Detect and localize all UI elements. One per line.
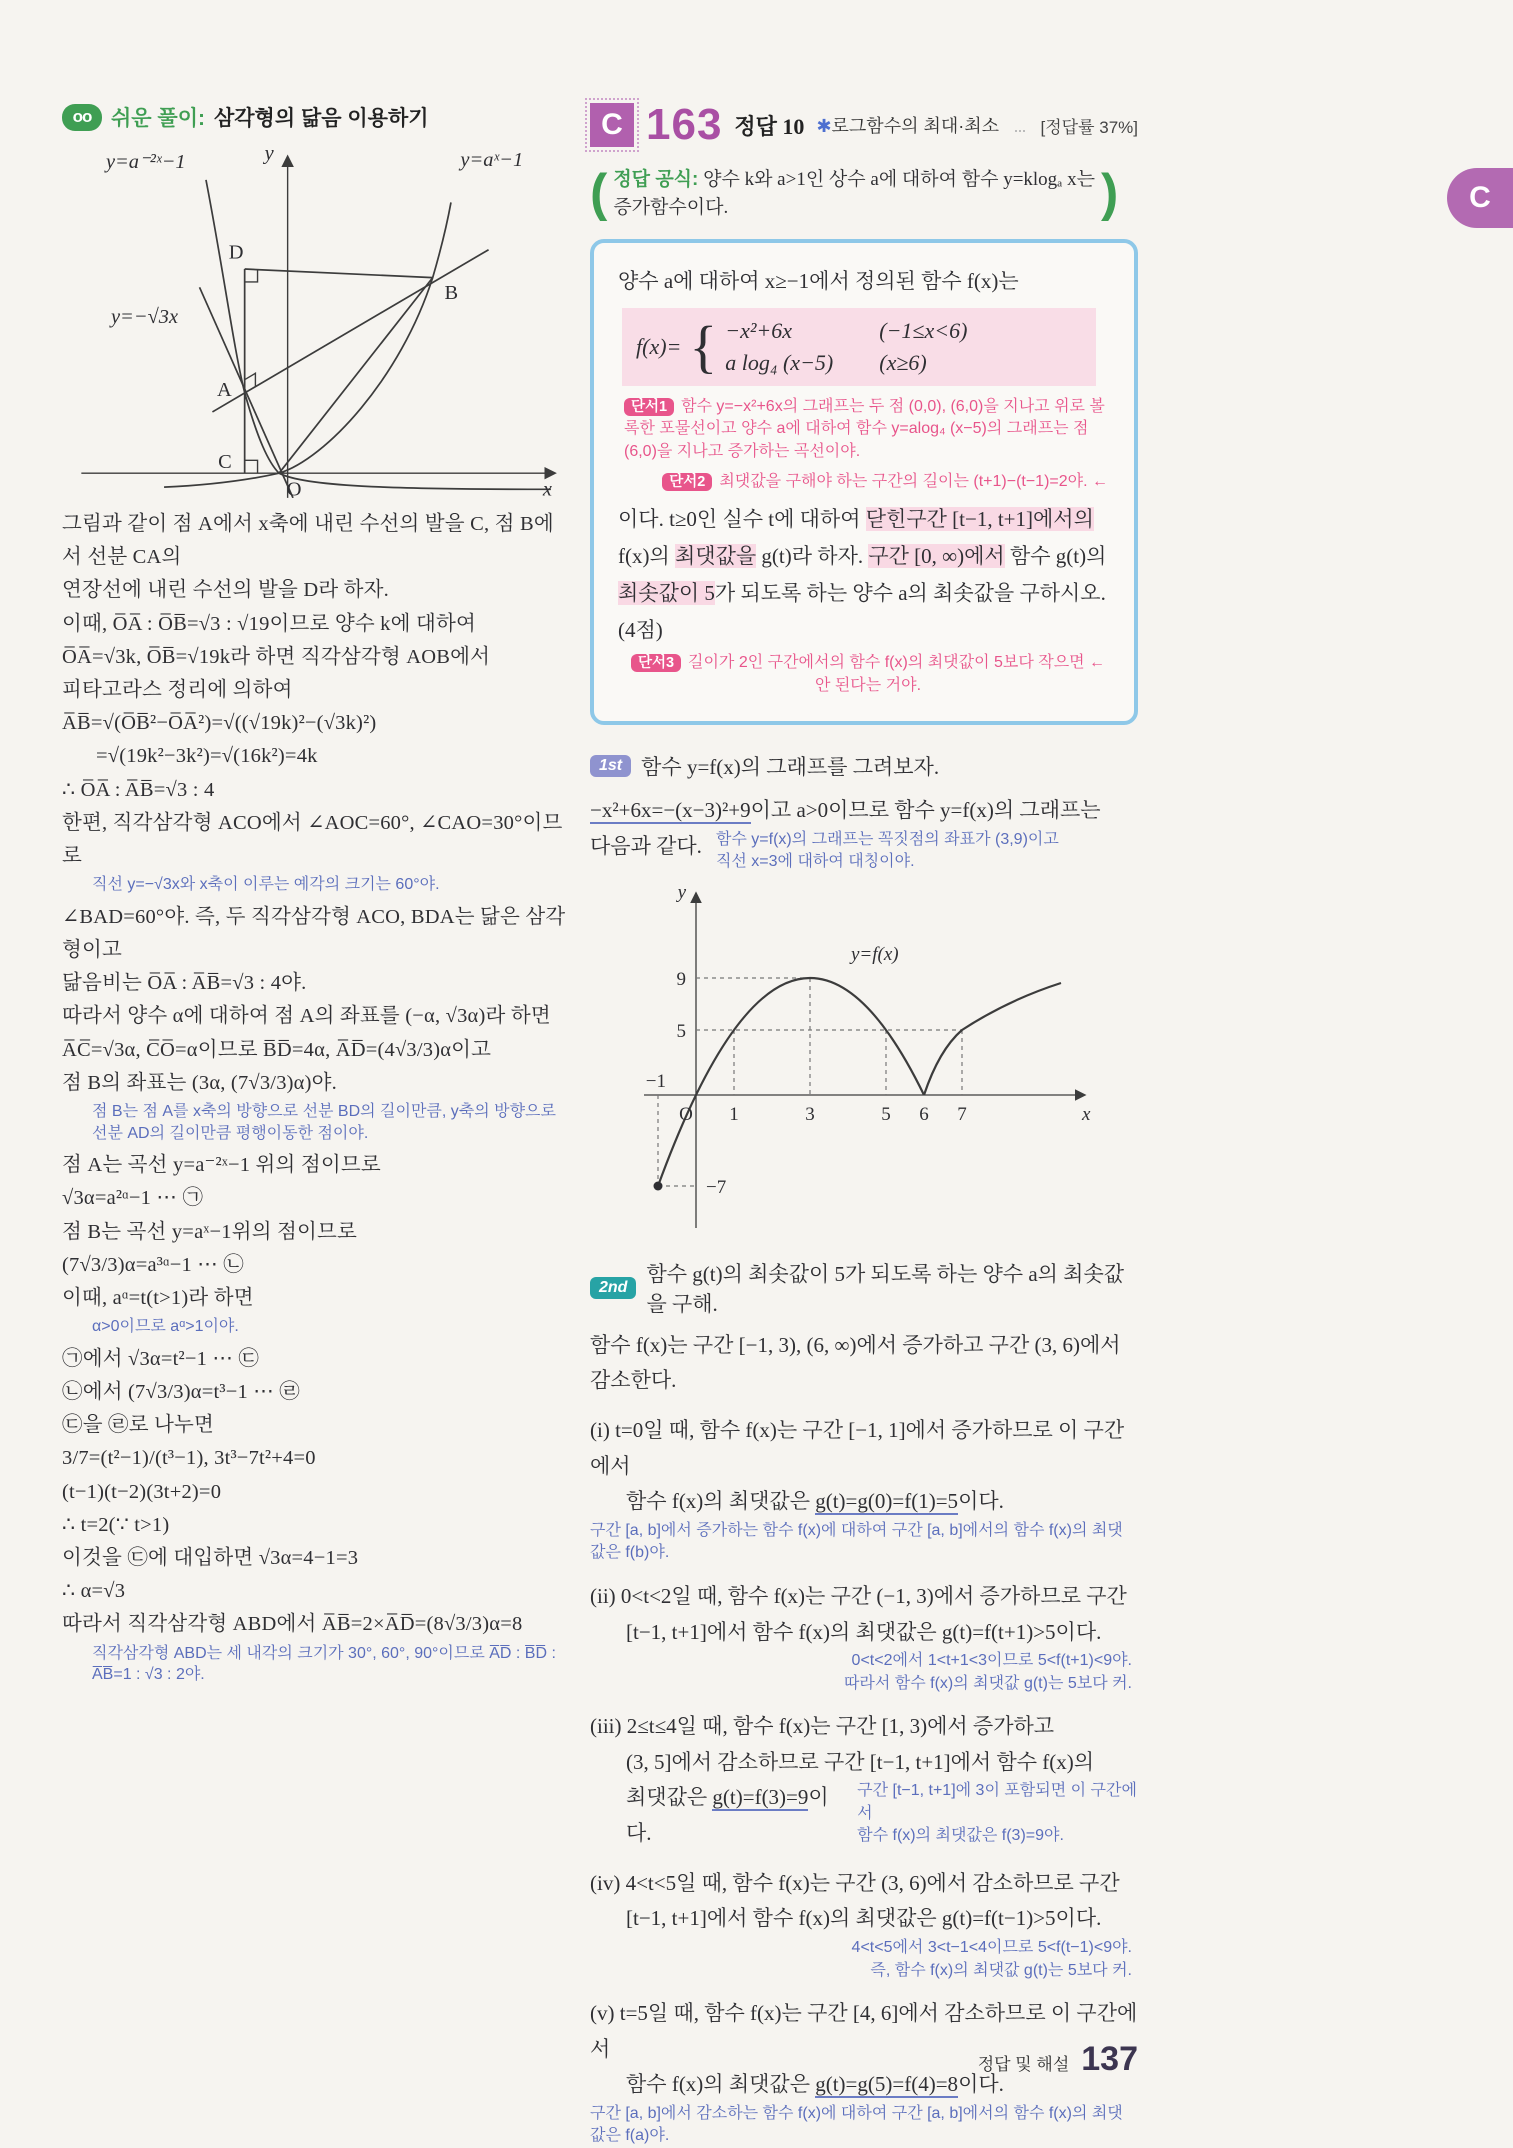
- tick-3: 3: [805, 1103, 815, 1125]
- case-iii-note1: 구간 [t−1, t+1]에 3이 포함되면 이 구간에서: [857, 1782, 1137, 1822]
- step-2-intro-1: 함수 f(x)는 구간 [−1, 3), (6, ∞)에서 증가하고 구간 (3, 6)에서: [590, 1332, 1121, 1357]
- section-c-side-tab: C: [1447, 168, 1513, 228]
- solution-line: ㉠에서 √3α=t²−1 ⋯ ㉢: [62, 1347, 260, 1370]
- tick-1: 1: [729, 1103, 739, 1125]
- case-iii-l3eq: g(t)=f(3)=9: [712, 1785, 809, 1810]
- p2-plain: 이다. t≥0인 실수 t에 대하여: [618, 507, 866, 532]
- solution-line: 한편, 직각삼각형 ACO에서 ∠AOC=60°, ∠CAO=30°이므로: [62, 811, 563, 868]
- point-d-label: D: [228, 241, 244, 264]
- tick-m7: −7: [706, 1176, 727, 1198]
- fx-graph-container: [636, 880, 1138, 1232]
- solution-line: 따라서 양수 α에 대하여 점 A의 좌표를 (−α, √3α)라 하면: [62, 1005, 551, 1028]
- case-iii-line3: [590, 1780, 1138, 1851]
- step-1-line-2-text: 다음과 같다.: [590, 833, 702, 858]
- clue-3-line2: 안 된다는 거야.: [814, 676, 922, 694]
- curve-a-neg2x: [206, 180, 551, 489]
- p3-highlight2: 구간 [0, ∞)에서: [868, 544, 1005, 569]
- case-v-l2post: 이다.: [958, 2072, 1004, 2097]
- case-i-line2: [590, 1484, 1138, 1520]
- case-iv-note2: 즉, 함수 f(x)의 최댓값 g(t)는 5보다 커.: [870, 1961, 1132, 1979]
- page-footer: [590, 2040, 1138, 2079]
- x-axis-label: x: [542, 478, 552, 498]
- p3-plain2: g(t)라 하자.: [756, 544, 869, 569]
- formula-label: 정답 공식:: [613, 169, 699, 190]
- solution-line: ∴ t=2(∵ t>1): [62, 1513, 170, 1536]
- solution-line: 이때, aᵅ=t(t>1)라 하면: [62, 1287, 254, 1310]
- case-ii-line2: [t−1, t+1]에서 함수 f(x)의 최댓값은 g(t)=f(t+1)>5이다.: [626, 1619, 1102, 1644]
- solution-line: 따라서 직각삼각형 ABD에서 A̅B̅=2×A̅D̅=(8√3/3)α=8: [62, 1613, 523, 1636]
- piece-expr-2: a log₄ (x−5): [725, 349, 834, 375]
- solution-line-block: [62, 1509, 567, 1542]
- clue-1-text: 함수 y=−x²+6x의 그래프는 두 점 (0,0), (6,0)을 지나고 위로 볼록한 포물선이고 양수 a에 대하여 함수 y=alog₄ (x−5)의 그래프는 점 (6,0)을 지나고 증가하는 곡선이야.: [624, 397, 1105, 460]
- fx-graph: [636, 880, 1096, 1232]
- solution-line-block: [62, 508, 567, 574]
- tick-5y: 5: [676, 1020, 686, 1042]
- clue-2-badge: 단서2: [662, 473, 712, 491]
- step-1-note: [716, 829, 1059, 874]
- solution-line-block: [62, 1575, 567, 1608]
- case-iii-l3pre: 최댓값은: [626, 1785, 713, 1810]
- fx-parabola: [658, 978, 924, 1186]
- case-i-l2post: 이다.: [958, 1489, 1004, 1514]
- segment-db: [245, 269, 433, 278]
- step-1-badge: 1st: [590, 755, 631, 777]
- solution-line-block: [62, 774, 567, 807]
- solution-line: 그림과 같이 점 A에서 x축에 내린 수선의 발을 C, 점 B에서 선분 CA의: [62, 513, 554, 569]
- tick-m1: −1: [645, 1070, 666, 1092]
- solution-line-block: [62, 641, 567, 674]
- easy-solution-label: 쉬운 풀이:: [111, 107, 205, 130]
- solution-line-block: [62, 1067, 567, 1144]
- solution-line-block: [62, 1282, 567, 1338]
- case-iii-l3: [626, 1780, 843, 1851]
- piecewise-rows: [725, 318, 967, 376]
- p3-highlight1: 최댓값을: [675, 544, 757, 569]
- close-brace: ): [1100, 164, 1119, 223]
- case-i: [590, 1413, 1138, 1565]
- solution-line-block: [62, 574, 567, 607]
- problem-box: [590, 239, 1138, 725]
- easy-solution-title: 삼각형의 닮음 이용하기: [213, 107, 429, 130]
- solution-line: 피타고라스 정리에 의하여: [62, 679, 293, 702]
- case-v-line1: (v) t=5일 때, 함수 f(x)는 구간 [4, 6]에서 감소하므로 이 구간에서: [590, 2000, 1138, 2061]
- solution-line-block: [62, 967, 567, 1000]
- solution-line-block: [62, 1343, 567, 1376]
- tick-7: 7: [957, 1103, 967, 1125]
- annotation-note: α>0이므로 aᵅ>1이야.: [92, 1318, 239, 1336]
- page-number: 137: [1081, 2040, 1138, 2078]
- section-c-badge: C: [590, 103, 634, 147]
- fx-log-branch: [924, 983, 1061, 1095]
- solution-line-block: [62, 1000, 567, 1033]
- step-2-title: 함수 g(t)의 최솟값이 5가 되도록 하는 양수 a의 최솟값을 구해.: [646, 1261, 1125, 1316]
- case-ii-note1: 0<t<2에서 1<t+1<3이므로 5<f(t+1)<9야.: [851, 1652, 1132, 1670]
- solution-line: =√(19k²−3k²)=√(16k²)=4k: [96, 745, 318, 768]
- graph-y-label: y: [677, 881, 686, 903]
- piece-expr-1: −x²+6x: [725, 317, 793, 343]
- solution-line-block: [62, 1608, 567, 1685]
- solution-line: 닮음비는 O̅A̅ : A̅B̅=√3 : 4야.: [62, 972, 307, 995]
- clue-1: [624, 396, 1112, 463]
- solution-line: 이때, O̅A̅ : O̅B̅=√3 : √19이므로 양수 k에 대하여: [62, 612, 476, 635]
- formula-line1: 양수 k와 a>1인 상수 a에 대하여 함수 y=klogₐ x는: [698, 169, 1095, 190]
- step-1-line-2: [590, 829, 1138, 874]
- topic-text: 로그함수의 최대·최소: [831, 116, 1000, 136]
- fx-label: f(x)=: [636, 333, 682, 359]
- solution-line-block: [62, 1409, 567, 1442]
- step-2-badge: 2nd: [590, 1277, 636, 1299]
- solution-line-block: [62, 1249, 567, 1282]
- right-angle-a: [245, 373, 256, 386]
- formula-body: [613, 166, 1095, 221]
- solution-line: √3α=a²ᵅ−1 ⋯ ㉠: [62, 1187, 204, 1210]
- step-1-rest: 이고 a>0이므로 함수 y=f(x)의 그래프는: [750, 798, 1101, 823]
- p2-highlight: 닫힌구간 [t−1, t+1]에서의: [865, 507, 1094, 532]
- solution-line-block: [62, 901, 567, 967]
- solution-line: ㉡에서 (7√3/3)α=t³−1 ⋯ ㉣: [62, 1381, 300, 1404]
- y-axis-label: y: [264, 142, 274, 165]
- annotation-note: 점 B는 점 A를 x축의 방향으로 선분 BD의 길이만큼, y축의 방향으로 선분 AD의 길이만큼 평행이동한 점이야.: [92, 1103, 556, 1142]
- segment-ob: [279, 278, 433, 474]
- left-column: [62, 102, 567, 1691]
- formula-line2: 증가함수이다.: [613, 196, 729, 218]
- similar-triangles-figure: [62, 140, 567, 498]
- piece-cond-2: (x≥6): [879, 349, 927, 375]
- step-1-title: 함수 y=f(x)의 그래프를 그려보자.: [641, 755, 940, 780]
- curve1-label: y=a⁻²ˣ−1: [105, 151, 186, 174]
- clue-3-line1: 길이가 2인 구간에서의 함수 f(x)의 최댓값이 5보다 작으면 ←: [688, 654, 1106, 672]
- line-label: y=−√3x: [110, 305, 179, 328]
- clue-3: [624, 652, 1112, 697]
- solution-line-block: [62, 1216, 567, 1249]
- case-iii-line2: (3, 5]에서 감소하므로 구간 [t−1, t+1]에서 함수 f(x)의: [626, 1749, 1095, 1774]
- case-iv-note1: 4<t<5에서 3<t−1<4이므로 5<f(t−1)<9야.: [851, 1939, 1132, 1957]
- case-iv: [590, 1866, 1138, 1982]
- case-iv-line2: [t−1, t+1]에서 함수 f(x)의 최댓값은 g(t)=f(t−1)>5이다.: [626, 1906, 1102, 1931]
- case-v-note: 구간 [a, b]에서 감소하는 함수 f(x)에 대하여 구간 [a, b]에서의 함수 f(x)의 최댓값은 f(a)야.: [590, 2105, 1123, 2145]
- left-solution-text: [62, 508, 567, 1686]
- solution-line-block: [62, 740, 567, 773]
- step-1-note-line2: 직선 x=3에 대하여 대칭이야.: [715, 853, 915, 871]
- case-v-l2pre: 함수 f(x)의 최댓값은: [626, 2072, 816, 2097]
- solution-line-block: [62, 608, 567, 641]
- point-c-label: C: [218, 450, 232, 473]
- case-i-l2eq: g(t)=g(0)=f(1)=5: [815, 1489, 959, 1514]
- solution-line-block: [62, 1034, 567, 1067]
- solution-line-block: [62, 674, 567, 707]
- solution-line: 이것을 ㉢에 대입하면 √3α=4−1=3: [62, 1547, 359, 1570]
- tick-9: 9: [676, 968, 686, 990]
- case-v-l2eq: g(t)=g(5)=f(4)=8: [815, 2072, 959, 2097]
- star-icon: ✱: [816, 116, 832, 136]
- solution-line: (7√3/3)α=a³ᵅ−1 ⋯ ㉡: [62, 1253, 244, 1276]
- solution-line-block: [62, 1182, 567, 1215]
- step-2: [590, 1258, 1138, 2148]
- step-1: [590, 751, 1138, 873]
- solution-line: 점 A는 곡선 y=a⁻²ˣ−1 위의 점이므로: [62, 1154, 381, 1177]
- solution-line: 점 B의 좌표는 (3α, (7√3/3)α)야.: [62, 1071, 337, 1094]
- annotation-note: 직선 y=−√3x와 x축이 이루는 예각의 크기는 60°야.: [92, 876, 440, 894]
- graph-title: y=f(x): [851, 943, 899, 965]
- point-a-label: A: [217, 378, 232, 401]
- graph-x-label: x: [1082, 1103, 1091, 1125]
- case-iv-line1: (iv) 4<t<5일 때, 함수 f(x)는 구간 (3, 6)에서 감소하므로 구간: [590, 1870, 1120, 1895]
- case-iii-l3post: 이다.: [626, 1785, 829, 1846]
- problem-line-1: 양수 a에 대하여 x≥−1에서 정의된 함수 f(x)는: [618, 269, 1019, 294]
- solution-line-block: [62, 1542, 567, 1575]
- clue-2-text: 최댓값을 구해야 하는 구간의 길이는 (t+1)−(t−1)=2야. ←: [719, 473, 1108, 491]
- endpoint-dot: [654, 1181, 663, 1190]
- tick-5x: 5: [881, 1103, 891, 1125]
- origin-label: O: [286, 478, 302, 498]
- answer-label: 정답 10: [734, 113, 805, 139]
- step-1-note-line1: 함수 y=f(x)의 그래프는 꼭짓점의 좌표가 (3,9)이고: [715, 830, 1059, 848]
- open-brace: (: [590, 164, 608, 223]
- solution-line-block: [62, 707, 567, 740]
- solution-line: A̅B̅=√(O̅B̅²−O̅A̅²)=√((√19k)²−(√3k)²): [62, 712, 377, 735]
- p3-plain3: 함수 g(t)의: [1004, 544, 1107, 569]
- step-2-intro-2: 감소한다.: [590, 1368, 677, 1393]
- clue-1-badge: 단서1: [624, 398, 674, 416]
- solution-line: O̅A̅=√3k, O̅B̅=√19k라 하면 직각삼각형 AOB에서: [62, 645, 491, 668]
- step-2-header: [590, 1258, 1138, 1318]
- answer-formula-note: [590, 166, 1138, 221]
- annotation-note: 직각삼각형 ABD는 세 내각의 크기가 30°, 60°, 90°이므로 A̅D̅ : B̅D̅ : A̅B̅=1 : √3 : 2야.: [92, 1644, 556, 1684]
- problem-header: [590, 100, 1138, 150]
- solution-line: A̅C̅=√3α, C̅O̅=α이므로 B̅D̅=4α, A̅D̅=(4√3/3)α이고: [62, 1038, 492, 1061]
- solution-line: (t−1)(t−2)(3t+2)=0: [62, 1480, 222, 1503]
- problem-line-3: [618, 538, 1112, 575]
- solution-line-block: [62, 1376, 567, 1409]
- right-angle-d: [245, 269, 258, 282]
- right-column: [590, 100, 1138, 2148]
- case-ii-note2: 따라서 함수 f(x)의 최댓값 g(t)는 5보다 커.: [843, 1674, 1132, 1692]
- step-1-line-1: [590, 793, 1138, 829]
- piecewise-brace: {: [689, 314, 718, 380]
- answer-rate: [정답률 37%]: [1040, 117, 1138, 137]
- solution-line-block: [62, 1476, 567, 1509]
- step-1-equation: −x²+6x=−(x−3)²+9: [590, 798, 751, 823]
- case-ii: [590, 1579, 1138, 1695]
- p4-plain: 가 되도록 하는 양수 a의 최솟값을 구하시오. (4점): [618, 580, 1106, 642]
- origin-o: O: [679, 1103, 693, 1125]
- point-b-label: B: [444, 282, 459, 305]
- solution-line: 3/7=(t²−1)/(t³−1), 3t³−7t²+4=0: [62, 1447, 316, 1470]
- clue-3-badge: 단서3: [631, 654, 681, 672]
- case-iii-note2: 함수 f(x)의 최댓값은 f(3)=9야.: [857, 1827, 1064, 1845]
- p3-plain1: f(x)의: [618, 544, 676, 569]
- case-ii-line1: (ii) 0<t<2일 때, 함수 f(x)는 구간 (−1, 3)에서 증가하므로 구간: [590, 1583, 1127, 1608]
- topic-label: [816, 112, 999, 138]
- tick-6: 6: [919, 1103, 929, 1125]
- case-i-line1: (i) t=0일 때, 함수 f(x)는 구간 [−1, 1]에서 증가하므로 이 구간에서: [590, 1418, 1125, 1478]
- case-i-note: 구간 [a, b]에서 증가하는 함수 f(x)에 대하여 구간 [a, b]에서의 함수 f(x)의 최댓값은 f(b)야.: [590, 1522, 1123, 1562]
- solution-line: ∴ α=√3: [62, 1580, 126, 1603]
- right-angle-c: [245, 460, 258, 473]
- solution-line: 점 B는 곡선 y=aˣ−1위의 점이므로: [62, 1220, 358, 1243]
- clue-2: [624, 471, 1108, 493]
- solution-line: 연장선에 내린 수선의 발을 D라 하자.: [62, 579, 389, 602]
- problem-line-4: [618, 575, 1112, 649]
- case-iii-note: [857, 1780, 1138, 1847]
- problem-number: 163: [646, 100, 723, 149]
- p4-highlight: 최솟값이 5: [618, 580, 715, 605]
- solution-line-block: [62, 1149, 567, 1182]
- footer-label: 정답 및 해설: [977, 2055, 1070, 2074]
- case-i-l2pre: 함수 f(x)의 최댓값은: [626, 1489, 816, 1514]
- case-iii-line1: (iii) 2≤t≤4일 때, 함수 f(x)는 구간 [1, 3)에서 증가하고: [590, 1714, 1055, 1739]
- easy-solution-header: [62, 102, 567, 132]
- curve-a-x: [164, 202, 451, 487]
- solution-line-block: [62, 1442, 567, 1475]
- solution-line: ㉢을 ㉣로 나누면: [62, 1414, 215, 1437]
- solution-line: ∴ O̅A̅ : A̅B̅=√3 : 4: [62, 778, 215, 801]
- dotted-leader: [1015, 118, 1025, 132]
- piece-cond-1: (−1≤x<6): [879, 317, 968, 343]
- step-1-header: [590, 751, 1138, 781]
- curve2-label: y=aˣ−1: [460, 148, 524, 171]
- piecewise-function: [622, 308, 1096, 386]
- solution-line-block: [62, 807, 567, 896]
- problem-line-2: [618, 501, 1112, 538]
- solution-line: ∠BAD=60°야. 즉, 두 직각삼각형 ACO, BDA는 닮은 삼각형이고: [62, 905, 566, 962]
- binoculars-icon: oo: [62, 104, 102, 131]
- case-iii: [590, 1709, 1138, 1852]
